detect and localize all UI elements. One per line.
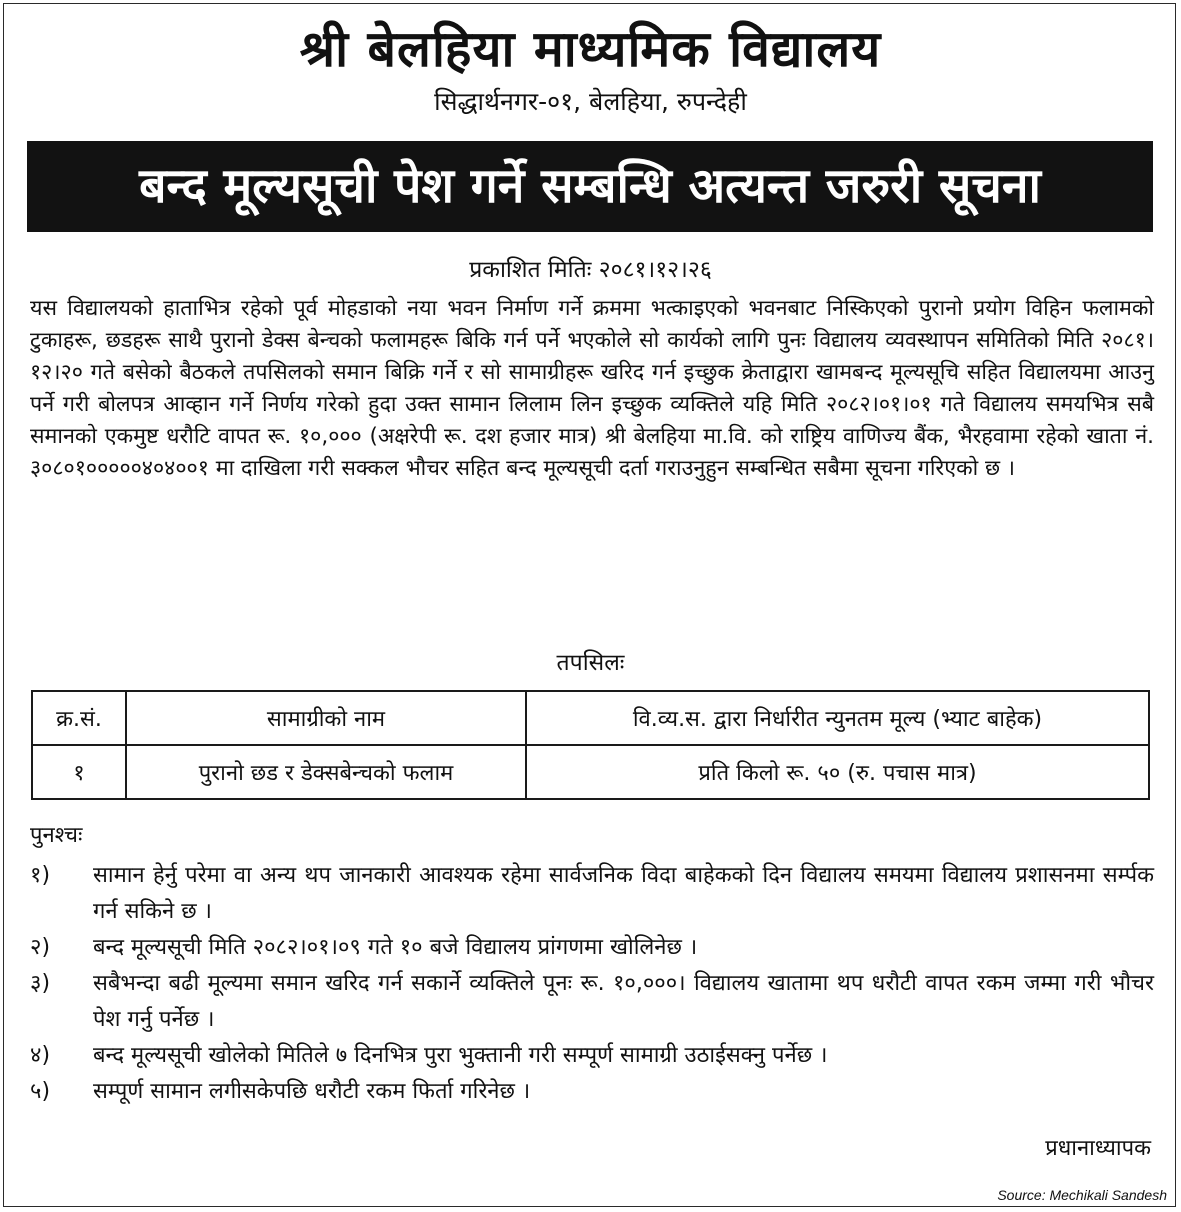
header-serial: क्र.सं. (32, 691, 126, 745)
list-item (30, 858, 1154, 930)
details-heading: तपसिलः (556, 650, 625, 676)
school-name: श्री बेलहिया माध्यमिक विद्यालय (299, 20, 882, 78)
list-item-text: सामान हेर्नु परेमा वा अन्य थप जानकारी आवश्यक रहेमा सार्वजनिक विदा बाहेकको दिन विद्यालय समयमा विद्यालय प्रशासनमा सर्म्पक गर्न सकिने छ । (93, 863, 1154, 924)
header-min-price: वि.व्य.स. द्वारा निर्धारीत न्युनतम मूल्य (भ्याट बाहेक) (526, 691, 1149, 745)
list-item-number: ५) (30, 1079, 51, 1104)
notice-title: बन्द मूल्यसूची पेश गर्ने सम्बन्धि अत्यन्त जरुरी सूचना (27, 141, 1153, 232)
postscript-list (30, 858, 1154, 1110)
list-item-text: सम्पूर्ण सामान लगीसकेपछि धरौटी रकम फिर्ता गरिनेछ । (93, 1079, 531, 1104)
list-item-text: बन्द मूल्यसूची खोलेको मितिले ७ दिनभित्र पुरा भुक्तानी गरी सम्पूर्ण सामाग्री उठाईसक्नु पर्नेछ । (93, 1043, 828, 1068)
postscript-label: पुनश्चः (30, 823, 83, 848)
list-item (30, 1074, 1154, 1110)
items-table (31, 690, 1150, 800)
list-item (30, 966, 1154, 1038)
table-header-row (32, 691, 1149, 745)
table-row (32, 745, 1149, 799)
cell-serial: १ (32, 745, 126, 799)
list-item (30, 930, 1154, 966)
school-address: सिद्धार्थनगर-०१, बेलहिया, रुपन्देही (434, 87, 747, 116)
list-item-number: ३) (30, 971, 51, 996)
list-item-text: बन्द मूल्यसूची मिति २०८२।०१।०९ गते १० बजे विद्यालय प्रांगणमा खोलिनेछ । (93, 935, 698, 960)
list-item-number: २) (30, 935, 51, 960)
published-date: प्रकाशित मितिः २०८१।१२।२६ (469, 257, 712, 283)
cell-min-price: प्रति किलो रू. ५० (रु. पचास मात्र) (526, 745, 1149, 799)
notice-body-paragraph: यस विद्यालयको हाताभित्र रहेको पूर्व मोहडाको नया भवन निर्माण गर्ने क्रममा भत्काइएको भवनबाट निस्किएको पुरानो प्रयोग विहिन फलामको टुकाहरू, छडहरू साथै पुरानो डेक्स बेन्चको फलामहरू बिकि गर्न पर्ने भएकोले सो कार्यको लागि पुनः विद्यालय व्यवस्थापन समितिको मिति २०८१।१२।२० गते बसेको बैठकले तपसिलको समान बिक्रि गर्ने र सो सामाग्रीहरू खरिद गर्न इच्छुक क्रेताद्वारा खामबन्द मूल्यसूचि सहित विद्यालयमा आउनु पर्ने गरी बोलपत्र आव्हान गर्ने निर्णय गरेको हुदा उक्त सामान लिलाम लिन इच्छुक व्यक्तिले यहि मिति २०८२।०१।०१ गते विद्यालय समयभित्र सबै समानको एकमुष्ट धरौटि वापत रू. १०,००० (अक्षरेपी रू. दश हजार मात्र) श्री बेलहिया मा.वि. को राष्ट्रिय वाणिज्य बैंक, भैरहवामा रहेको खाता नं. ३०८०१०००००४०४००१ मा दाखिला गरी सक्कल भौचर सहित बन्द मूल्यसूची दर्ता गराउनुहुन सम्बन्धित सबैमा सूचना गरिएको छ । (30, 296, 1154, 482)
cell-item-name: पुरानो छड र डेक्सबेन्चको फलाम (126, 745, 526, 799)
list-item-number: १) (30, 863, 51, 888)
list-item-number: ४) (30, 1043, 51, 1068)
notice-body (30, 293, 1154, 486)
list-item-text: सबैभन्दा बढी मूल्यमा समान खरिद गर्न सकार्ने व्यक्तिले पूनः रू. १०,०००। विद्यालय खातामा थप धरौटी वापत रकम जम्मा गरी भौचर पेश गर्नु पर्नेछ । (93, 971, 1154, 1032)
list-item (30, 1038, 1154, 1074)
header-item-name: सामाग्रीको नाम (126, 691, 526, 745)
signature-title: प्रधानाध्यापक (1045, 1136, 1151, 1161)
source-credit: Source: Mechikali Sandesh (997, 1187, 1167, 1203)
